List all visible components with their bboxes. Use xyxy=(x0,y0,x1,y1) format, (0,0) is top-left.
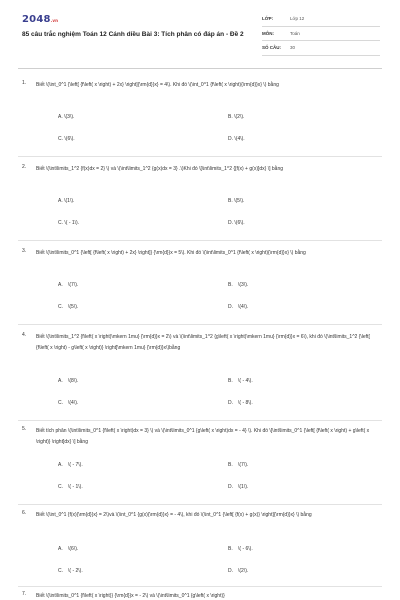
document-title: 85 câu trắc nghiệm Toán 12 Cánh diều Bài 3: Tích phân có đáp án - Đề 2 xyxy=(22,31,244,38)
option-value: \(2\). xyxy=(238,568,249,574)
question-divider xyxy=(18,504,382,505)
question-text: Biết \(\int_0^1 {f(x){\rm{d}}x} = 2\)và \(\int_0^1 {g(x){\rm{d}}x} = - 4\), khi đó \(\int_0^1 {\left[ {f(x) + g(x)} \right]{\rm{d}}x} \) bằng xyxy=(36,512,312,518)
option-key: A. xyxy=(58,462,63,468)
option-key: B. xyxy=(228,378,233,384)
option-value: \( - 6\). xyxy=(238,546,253,552)
option-d[interactable]: D. \(4\). xyxy=(228,136,245,142)
option-a[interactable]: A. \(3\). xyxy=(58,114,75,120)
option-value: \(3\). xyxy=(238,282,249,288)
option-key: D. xyxy=(228,568,233,574)
option-value: \(5\). xyxy=(68,304,79,310)
question-text: Biết \(\int\limits_0^1 {f\left( x \right)} {\rm{d}}x = - 2\) và \(\int\limits_0^1 {g\left( x \right)} xyxy=(36,593,225,599)
question-number: 1. xyxy=(22,80,27,86)
option-value: \( - 7\). xyxy=(68,462,83,468)
option-key: B. xyxy=(228,462,233,468)
question-number: 2. xyxy=(22,164,27,170)
option-key: D. xyxy=(228,400,233,406)
info-value: 30 xyxy=(290,45,296,51)
option-value: \( - 8\). xyxy=(238,400,253,406)
option-d[interactable] xyxy=(228,400,253,406)
option-c[interactable] xyxy=(58,484,83,490)
option-key: C. xyxy=(58,484,63,490)
option-d[interactable] xyxy=(228,484,248,490)
info-row-count xyxy=(262,41,380,56)
option-c[interactable] xyxy=(58,568,83,574)
question-text: Biết tích phân \(\int\limits_0^1 {f\left( x \right)dx = 3} \) và \(\int\limits_0^1 {g\left( x \right)dx = - 4} \). Khi đó \[\int\limits_0^1 {\left[ {f\left( x \right) + g\left( x \right)} \right]dx} \] bằng xyxy=(36,428,370,445)
option-value: \(8\). xyxy=(68,378,79,384)
question-text: Biết \(\int_0^1 {\left[ {f\left( x \right) + 2x} \right]{\rm{d}}x} = 4\). Khi đó \(\int_0^1 {f\left( x \right){\rm{d}}x} \) bằng xyxy=(36,82,279,88)
option-key: D. xyxy=(228,304,233,310)
question-divider xyxy=(18,420,382,421)
option-value: \(4\). xyxy=(238,304,249,310)
question-divider xyxy=(18,586,382,587)
option-key: C. xyxy=(58,400,63,406)
option-key: C. xyxy=(58,304,63,310)
option-d[interactable]: D. \(6\). xyxy=(228,220,245,226)
logo-suffix: .vn xyxy=(50,18,59,23)
option-value: \( - 4\). xyxy=(238,378,253,384)
option-d[interactable] xyxy=(228,304,248,310)
question-text: Biết \(\int\limits_0^1 {\left[ {f\left( x \right) + 2x} \right]} {\rm{d}}x = 5\). Khi đó \(\int\limits_0^1 {f\left( x \right){\rm{d}}x} \) bằng xyxy=(36,250,306,256)
option-key: B. xyxy=(228,546,233,552)
question-number: 5. xyxy=(22,426,27,432)
option-key: B. xyxy=(228,282,233,288)
option-c[interactable] xyxy=(58,400,78,406)
option-key: A. xyxy=(58,546,63,552)
logo-text: 2048 xyxy=(22,14,51,25)
option-value: \( - 1\). xyxy=(68,484,83,490)
question-7 xyxy=(18,591,382,600)
info-row-subject xyxy=(262,27,380,42)
info-value: Lớp 12 xyxy=(290,16,305,22)
option-value: \(6\). xyxy=(68,546,79,552)
question-number: 4. xyxy=(22,332,27,338)
info-label: MÔN: xyxy=(262,30,274,36)
option-c[interactable]: C. \(6\). xyxy=(58,136,75,142)
header-divider xyxy=(18,68,382,69)
option-value: \(7\). xyxy=(238,462,249,468)
option-b[interactable] xyxy=(228,378,253,384)
option-value: \(1\). xyxy=(238,484,249,490)
info-value: Toán xyxy=(290,30,300,36)
option-b[interactable] xyxy=(228,282,248,288)
question-number: 3. xyxy=(22,248,27,254)
question-divider xyxy=(18,156,382,157)
option-key: A. xyxy=(58,378,63,384)
option-a[interactable]: A. \(1\). xyxy=(58,198,75,204)
option-c[interactable]: C. \( - 1\). xyxy=(58,220,80,226)
option-key: A. xyxy=(58,282,63,288)
page-header xyxy=(0,0,400,62)
option-a[interactable] xyxy=(58,462,83,468)
info-label: SỐ CÂU: xyxy=(262,45,281,51)
option-a[interactable] xyxy=(58,378,78,384)
site-logo[interactable] xyxy=(22,14,58,25)
option-a[interactable] xyxy=(58,546,78,552)
info-label: LỚP: xyxy=(262,16,274,22)
question-text: Biết \(\int\limits_1^2 {f(x)dx = 2} \) và \(\int\limits_1^2 {g(x)dx = 3} .\)Khi đó \[\int\limits_1^2 {[f(x) + g(x)]dx} \] bằng xyxy=(36,166,283,172)
option-a[interactable] xyxy=(58,282,78,288)
question-divider xyxy=(18,240,382,241)
option-b[interactable] xyxy=(228,462,248,468)
option-key: C. xyxy=(58,568,63,574)
option-b[interactable]: B. \(2\). xyxy=(228,114,245,120)
option-d[interactable] xyxy=(228,568,248,574)
option-value: \( - 2\). xyxy=(68,568,83,574)
option-key: D. xyxy=(228,484,233,490)
question-text: Biết \(\int\limits_1^2 {f\left( x \right)\mkern 1mu} {\rm{d}}x = 2\) và \(\int\limits_1^2 {g\left( x \right)\mkern 1mu} {\rm{d}}x = 6\), khi đó \(\int\limits_1^2 {\left[ {f\left( x \right) - g\left( x \right)} \right]\mkern 1mu} {\rm{d}}x\)bằng xyxy=(36,334,370,351)
question-divider xyxy=(18,324,382,325)
option-b[interactable]: B. \(5\). xyxy=(228,198,245,204)
option-value: \(7\). xyxy=(68,282,79,288)
question-number: 6. xyxy=(22,510,27,516)
option-c[interactable] xyxy=(58,304,78,310)
info-row-class xyxy=(262,12,380,27)
option-value: \(4\). xyxy=(68,400,79,406)
option-b[interactable] xyxy=(228,546,253,552)
info-table xyxy=(262,12,380,56)
question-number: 7. xyxy=(22,591,27,597)
